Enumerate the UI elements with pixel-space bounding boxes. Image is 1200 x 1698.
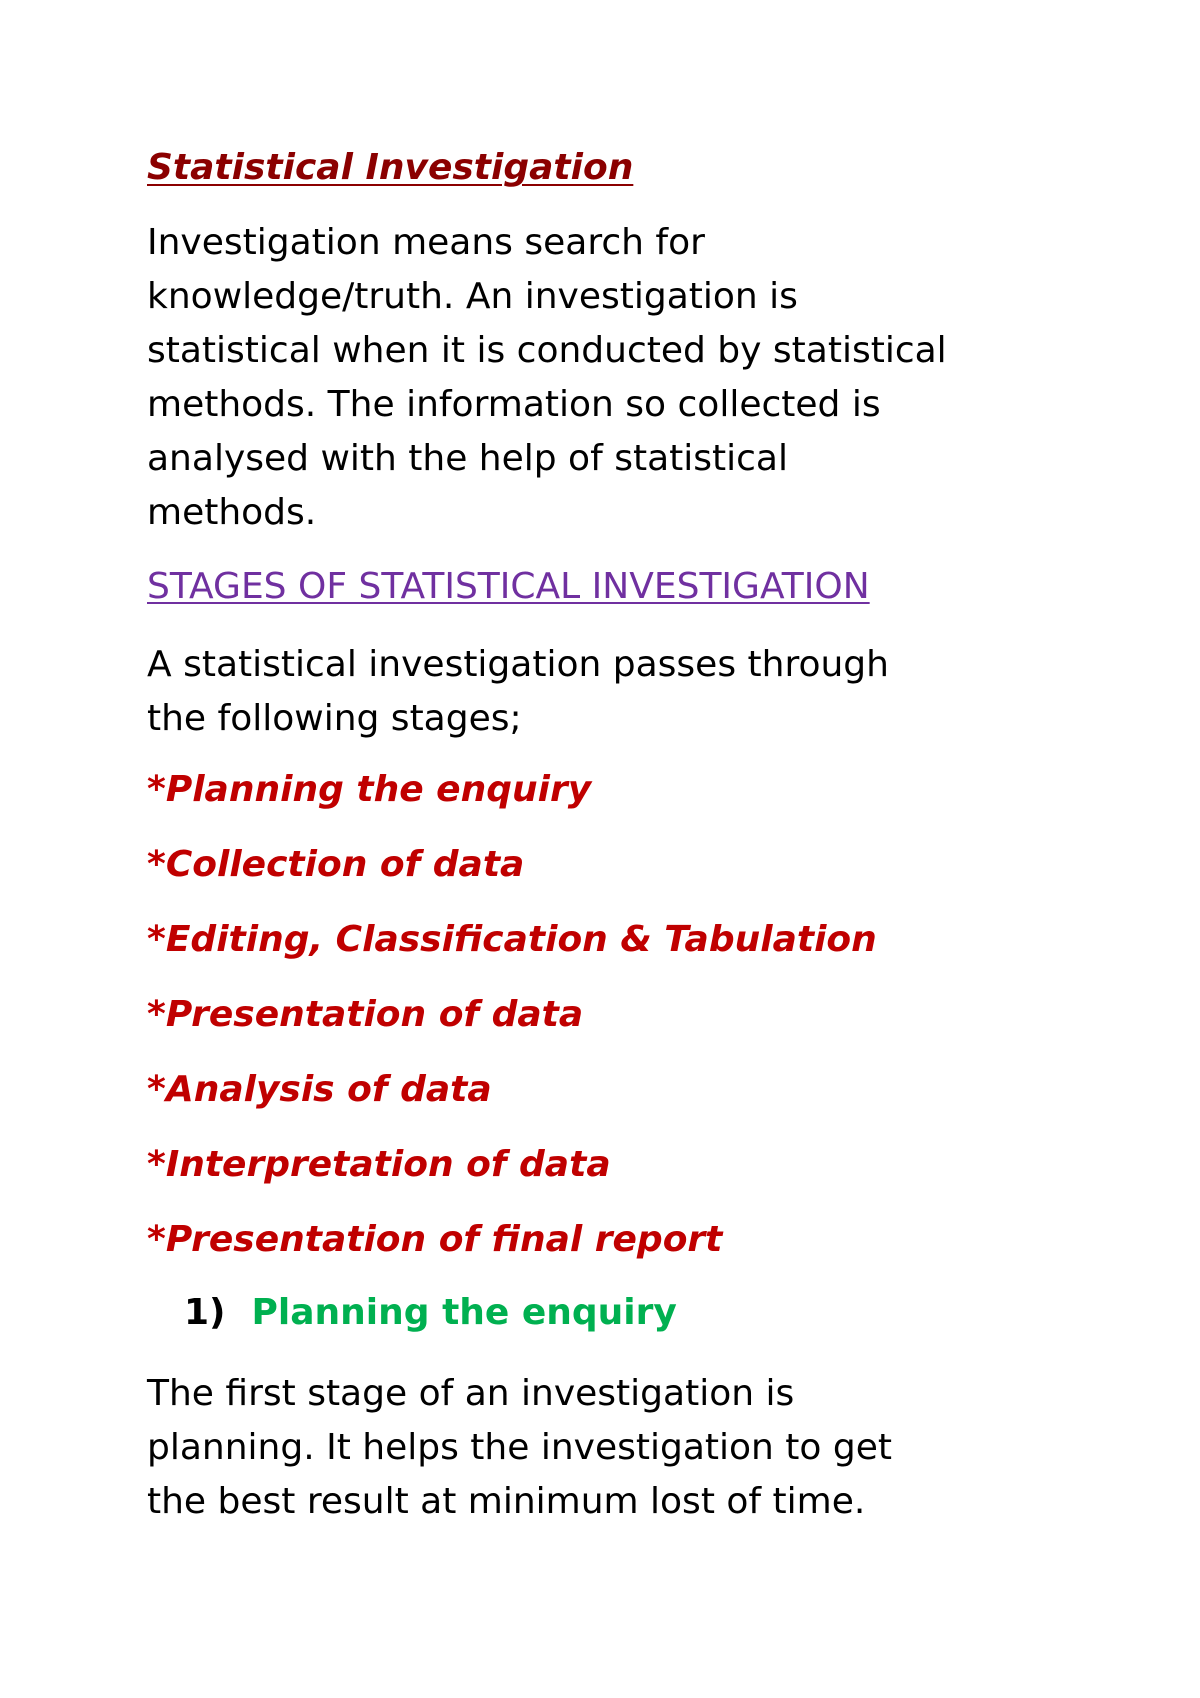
intro-line: Investigation means search for xyxy=(147,222,705,263)
stage-item: *Interpretation of data xyxy=(147,1144,611,1185)
section-heading xyxy=(184,1291,677,1335)
stage-item: *Collection of data xyxy=(147,844,525,885)
intro-line: analysed with the help of statistical xyxy=(147,438,788,479)
stage-item: *Planning the enquiry xyxy=(147,769,592,810)
closing-line: the best result at minimum lost of time. xyxy=(147,1481,866,1522)
closing-line: The first stage of an investigation is xyxy=(147,1373,795,1414)
stages-lead-paragraph xyxy=(147,638,1077,746)
intro-line: statistical when it is conducted by statistical xyxy=(147,330,947,371)
lead-line: A statistical investigation passes through xyxy=(147,644,889,685)
stages-heading: STAGES OF STATISTICAL INVESTIGATION xyxy=(147,566,870,607)
stage-item: *Editing, Classification & Tabulation xyxy=(147,919,877,960)
closing-paragraph xyxy=(147,1367,1077,1529)
stage-item: *Presentation of data xyxy=(147,994,584,1035)
stage-item: *Analysis of data xyxy=(147,1069,492,1110)
stages-list xyxy=(147,768,877,1293)
section-title: Planning the enquiry xyxy=(251,1292,677,1333)
stage-item: *Presentation of final report xyxy=(147,1219,723,1260)
document-title: Statistical Investigation xyxy=(147,147,634,188)
intro-line: methods. The information so collected is xyxy=(147,384,881,425)
intro-line: knowledge/truth. An investigation is xyxy=(147,276,798,317)
closing-line: planning. It helps the investigation to get xyxy=(147,1427,892,1468)
section-number: 1) xyxy=(184,1292,226,1333)
intro-line: methods. xyxy=(147,492,317,533)
intro-paragraph xyxy=(147,216,1077,540)
lead-line: the following stages; xyxy=(147,698,522,739)
